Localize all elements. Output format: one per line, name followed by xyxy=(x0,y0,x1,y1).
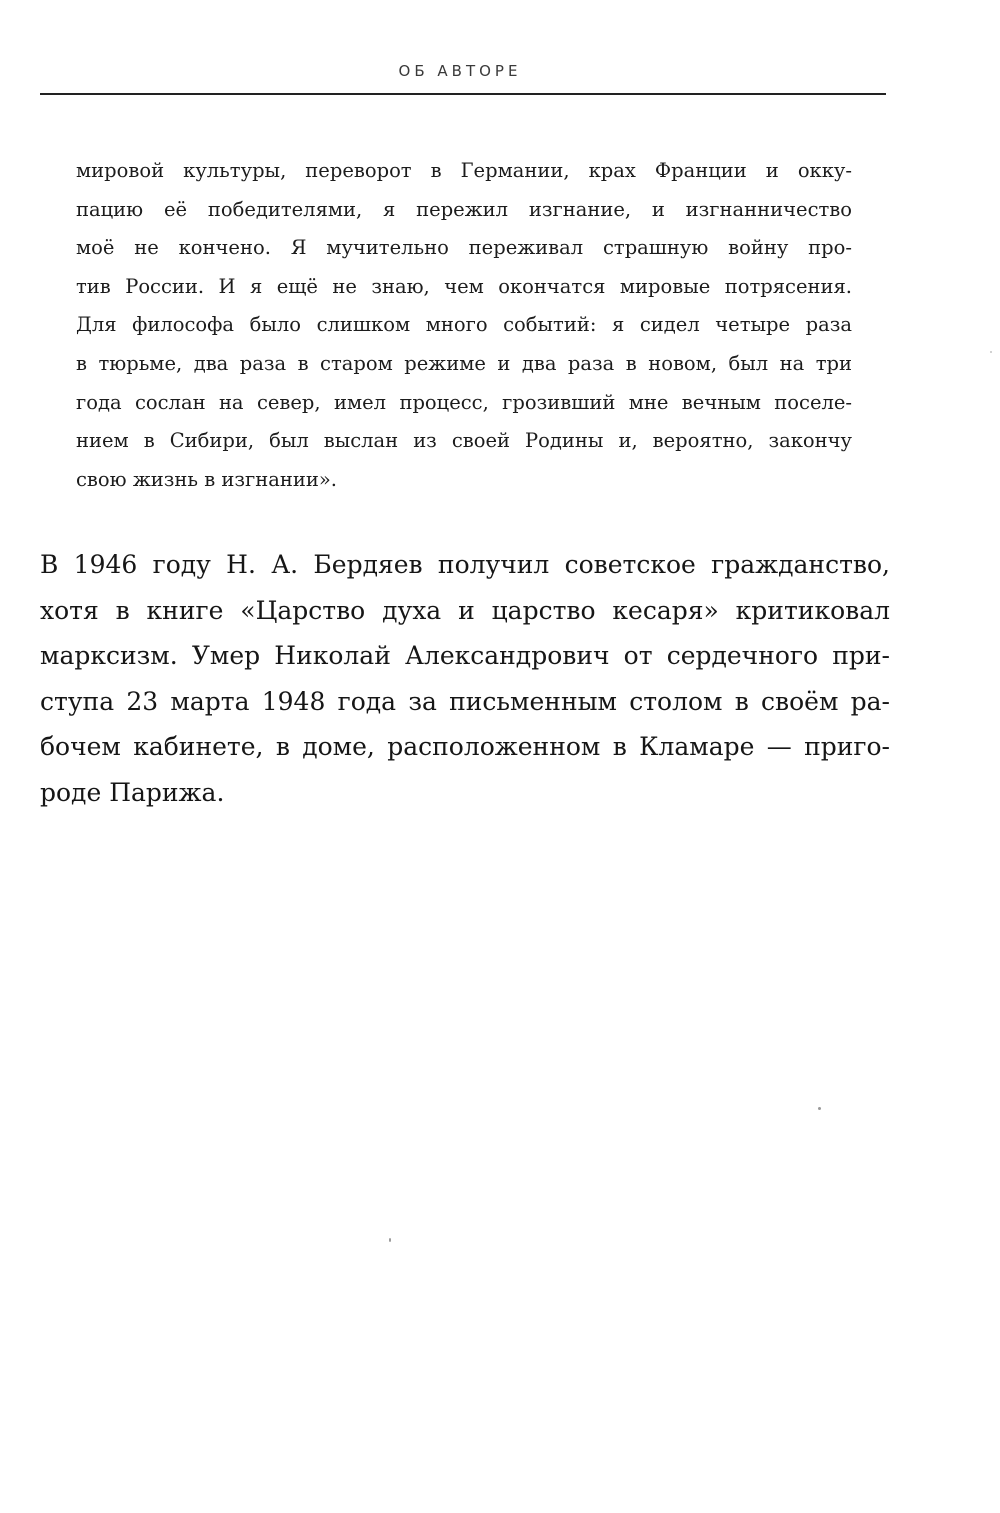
body-line: ступа 23 марта 1948 года за письменным столом в своём ра- xyxy=(40,686,890,716)
quote-line: моё не кончено. Я мучительно переживал страшную войну про- xyxy=(76,236,852,260)
scan-speck xyxy=(389,1238,391,1242)
scan-speck xyxy=(990,351,992,353)
quote-block xyxy=(76,152,852,499)
scan-speck xyxy=(818,1107,821,1110)
quote-line: года сослан на север, имел процесс, грозивший мне вечным поселе- xyxy=(76,390,852,414)
quote-line: пацию её победителями, я пережил изгнание, и изгнанничество xyxy=(76,197,852,221)
quote-line: тив России. И я ещё не знаю, чем окончатся мировые потрясения. xyxy=(76,274,852,298)
quote-line: в тюрьме, два раза в старом режиме и два раза в новом, был на три xyxy=(76,351,852,375)
body-line: бочем кабинете, в доме, расположенном в Кламаре — приго- xyxy=(40,732,890,761)
body-paragraph xyxy=(40,542,890,815)
quote-line: нием в Сибири, был выслан из своей Родины и, вероятно, закончу xyxy=(76,429,852,453)
quote-line: свою жизнь в изгнании». xyxy=(76,467,337,491)
header-rule xyxy=(40,93,886,95)
quote-line: мировой культуры, переворот в Германии, крах Франции и окку- xyxy=(76,159,852,182)
body-line: хотя в книге «Царство духа и царство кесаря» критиковал xyxy=(40,595,890,625)
running-head: ОБ АВТОРЕ xyxy=(398,62,522,80)
quote-line: Для философа было слишком много событий: я сидел четыре раза xyxy=(76,313,852,337)
body-line: марксизм. Умер Николай Александрович от сердечного при- xyxy=(40,641,890,670)
body-line: роде Парижа. xyxy=(40,777,225,807)
body-line: В 1946 году Н. А. Бердяев получил советское гражданство, xyxy=(40,550,890,579)
